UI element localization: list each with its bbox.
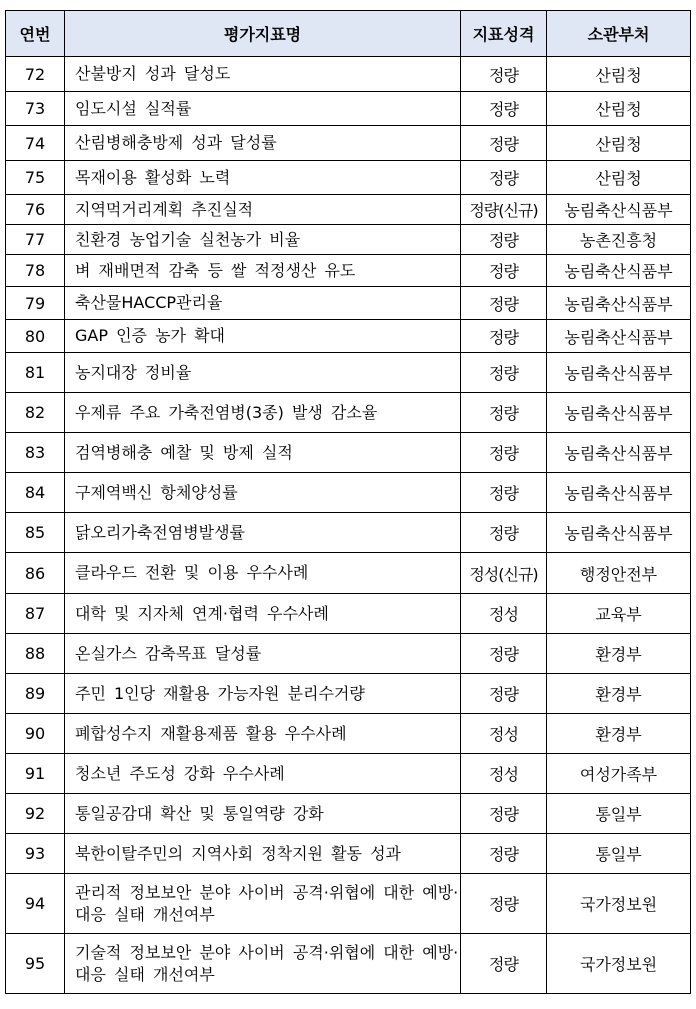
indicator-name: 친환경 농업기술 실천농가 비율 — [65, 225, 461, 255]
indicator-name: 관리적 정보보안 분야 사이버 공격·위협에 대한 예방·대응 실태 개선여부 — [65, 874, 461, 934]
row-number: 78 — [6, 255, 65, 287]
indicator-name: 우제류 주요 가축전염병(3종) 발생 감소율 — [65, 393, 461, 433]
indicator-type: 정량 — [461, 353, 547, 393]
indicator-name: 닭오리가축전염병발생률 — [65, 513, 461, 553]
indicator-type: 정량 — [461, 794, 547, 834]
row-number: 91 — [6, 754, 65, 794]
indicator-type: 정량 — [461, 874, 547, 934]
indicator-name: 구제역백신 항체양성률 — [65, 473, 461, 513]
department: 환경부 — [547, 714, 691, 754]
indicator-name: 클라우드 전환 및 이용 우수사례 — [65, 553, 461, 594]
row-number: 82 — [6, 393, 65, 433]
row-number: 75 — [6, 161, 65, 195]
table-row — [6, 255, 691, 287]
row-number: 94 — [6, 874, 65, 934]
department: 농림축산식품부 — [547, 393, 691, 433]
table-row — [6, 353, 691, 393]
header-name: 평가지표명 — [65, 11, 461, 57]
row-number: 85 — [6, 513, 65, 553]
indicator-name: 통일공감대 확산 및 통일역량 강화 — [65, 794, 461, 834]
department: 국가정보원 — [547, 874, 691, 934]
evaluation-indicator-table — [5, 10, 691, 994]
table-row — [6, 161, 691, 195]
department: 환경부 — [547, 634, 691, 674]
table-row — [6, 195, 691, 225]
department: 농림축산식품부 — [547, 353, 691, 393]
indicator-type: 정성 — [461, 714, 547, 754]
department: 농림축산식품부 — [547, 433, 691, 473]
table-row — [6, 714, 691, 754]
department: 산림청 — [547, 92, 691, 126]
header-dept: 소관부처 — [547, 11, 691, 57]
table-row — [6, 320, 691, 353]
department: 교육부 — [547, 594, 691, 634]
row-number: 92 — [6, 794, 65, 834]
indicator-name: 주민 1인당 재활용 가능자원 분리수거량 — [65, 674, 461, 714]
indicator-name: 산림병해충방제 성과 달성률 — [65, 126, 461, 161]
indicator-name: 농지대장 정비율 — [65, 353, 461, 393]
indicator-type: 정량 — [461, 433, 547, 473]
department: 농림축산식품부 — [547, 287, 691, 320]
table-row — [6, 754, 691, 794]
indicator-type: 정량 — [461, 57, 547, 92]
department: 산림청 — [547, 57, 691, 92]
row-number: 87 — [6, 594, 65, 634]
table-row — [6, 393, 691, 433]
indicator-type: 정량 — [461, 634, 547, 674]
indicator-type: 정량 — [461, 834, 547, 874]
department: 여성가족부 — [547, 754, 691, 794]
table-row — [6, 674, 691, 714]
department: 산림청 — [547, 161, 691, 195]
indicator-type: 정량 — [461, 255, 547, 287]
department: 행정안전부 — [547, 553, 691, 594]
department: 농림축산식품부 — [547, 513, 691, 553]
indicator-name: 임도시설 실적률 — [65, 92, 461, 126]
department: 통일부 — [547, 794, 691, 834]
indicator-type: 정량 — [461, 126, 547, 161]
table-row — [6, 92, 691, 126]
table-row — [6, 433, 691, 473]
indicator-name: 북한이탈주민의 지역사회 정착지원 활동 성과 — [65, 834, 461, 874]
row-number: 89 — [6, 674, 65, 714]
indicator-type: 정성(신규) — [461, 553, 547, 594]
header-type: 지표성격 — [461, 11, 547, 57]
row-number: 83 — [6, 433, 65, 473]
indicator-type: 정량 — [461, 92, 547, 126]
table-row — [6, 473, 691, 513]
indicator-name: 축산물HACCP관리율 — [65, 287, 461, 320]
row-number: 80 — [6, 320, 65, 353]
department: 농림축산식품부 — [547, 195, 691, 225]
table-row — [6, 594, 691, 634]
row-number: 77 — [6, 225, 65, 255]
header-row — [6, 11, 691, 57]
table-row — [6, 57, 691, 92]
department: 국가정보원 — [547, 934, 691, 994]
table-row — [6, 553, 691, 594]
table-row — [6, 126, 691, 161]
indicator-name: 산불방지 성과 달성도 — [65, 57, 461, 92]
indicator-name: 폐합성수지 재활용제품 활용 우수사례 — [65, 714, 461, 754]
table-row — [6, 287, 691, 320]
indicator-type: 정량 — [461, 513, 547, 553]
indicator-type: 정량 — [461, 287, 547, 320]
indicator-name: 검역병해충 예찰 및 방제 실적 — [65, 433, 461, 473]
row-number: 88 — [6, 634, 65, 674]
table-row — [6, 934, 691, 994]
table-row — [6, 794, 691, 834]
indicator-type: 정량 — [461, 674, 547, 714]
indicator-name: 기술적 정보보안 분야 사이버 공격·위협에 대한 예방·대응 실태 개선여부 — [65, 934, 461, 994]
header-no: 연번 — [6, 11, 65, 57]
row-number: 93 — [6, 834, 65, 874]
row-number: 74 — [6, 126, 65, 161]
department: 농림축산식품부 — [547, 320, 691, 353]
indicator-type: 정성 — [461, 594, 547, 634]
department: 통일부 — [547, 834, 691, 874]
indicator-type: 정량 — [461, 934, 547, 994]
indicator-type: 정량 — [461, 473, 547, 513]
row-number: 81 — [6, 353, 65, 393]
department: 농림축산식품부 — [547, 255, 691, 287]
indicator-name: 청소년 주도성 강화 우수사례 — [65, 754, 461, 794]
indicator-type: 정성 — [461, 754, 547, 794]
table-row — [6, 513, 691, 553]
indicator-type: 정량 — [461, 320, 547, 353]
row-number: 86 — [6, 553, 65, 594]
row-number: 95 — [6, 934, 65, 994]
department: 산림청 — [547, 126, 691, 161]
row-number: 84 — [6, 473, 65, 513]
row-number: 79 — [6, 287, 65, 320]
indicator-type: 정량 — [461, 161, 547, 195]
table-row — [6, 634, 691, 674]
indicator-name: 대학 및 지자체 연계·협력 우수사례 — [65, 594, 461, 634]
indicator-name: GAP 인증 농가 확대 — [65, 320, 461, 353]
table-row — [6, 834, 691, 874]
indicator-type: 정량 — [461, 393, 547, 433]
row-number: 76 — [6, 195, 65, 225]
indicator-type: 정량(신규) — [461, 195, 547, 225]
table-row — [6, 225, 691, 255]
department: 환경부 — [547, 674, 691, 714]
row-number: 90 — [6, 714, 65, 754]
indicator-name: 벼 재배면적 감축 등 쌀 적정생산 유도 — [65, 255, 461, 287]
indicator-name: 온실가스 감축목표 달성률 — [65, 634, 461, 674]
row-number: 73 — [6, 92, 65, 126]
indicator-name: 목재이용 활성화 노력 — [65, 161, 461, 195]
department: 농촌진흥청 — [547, 225, 691, 255]
indicator-name: 지역먹거리계획 추진실적 — [65, 195, 461, 225]
department: 농림축산식품부 — [547, 473, 691, 513]
indicator-type: 정량 — [461, 225, 547, 255]
row-number: 72 — [6, 57, 65, 92]
table-row — [6, 874, 691, 934]
